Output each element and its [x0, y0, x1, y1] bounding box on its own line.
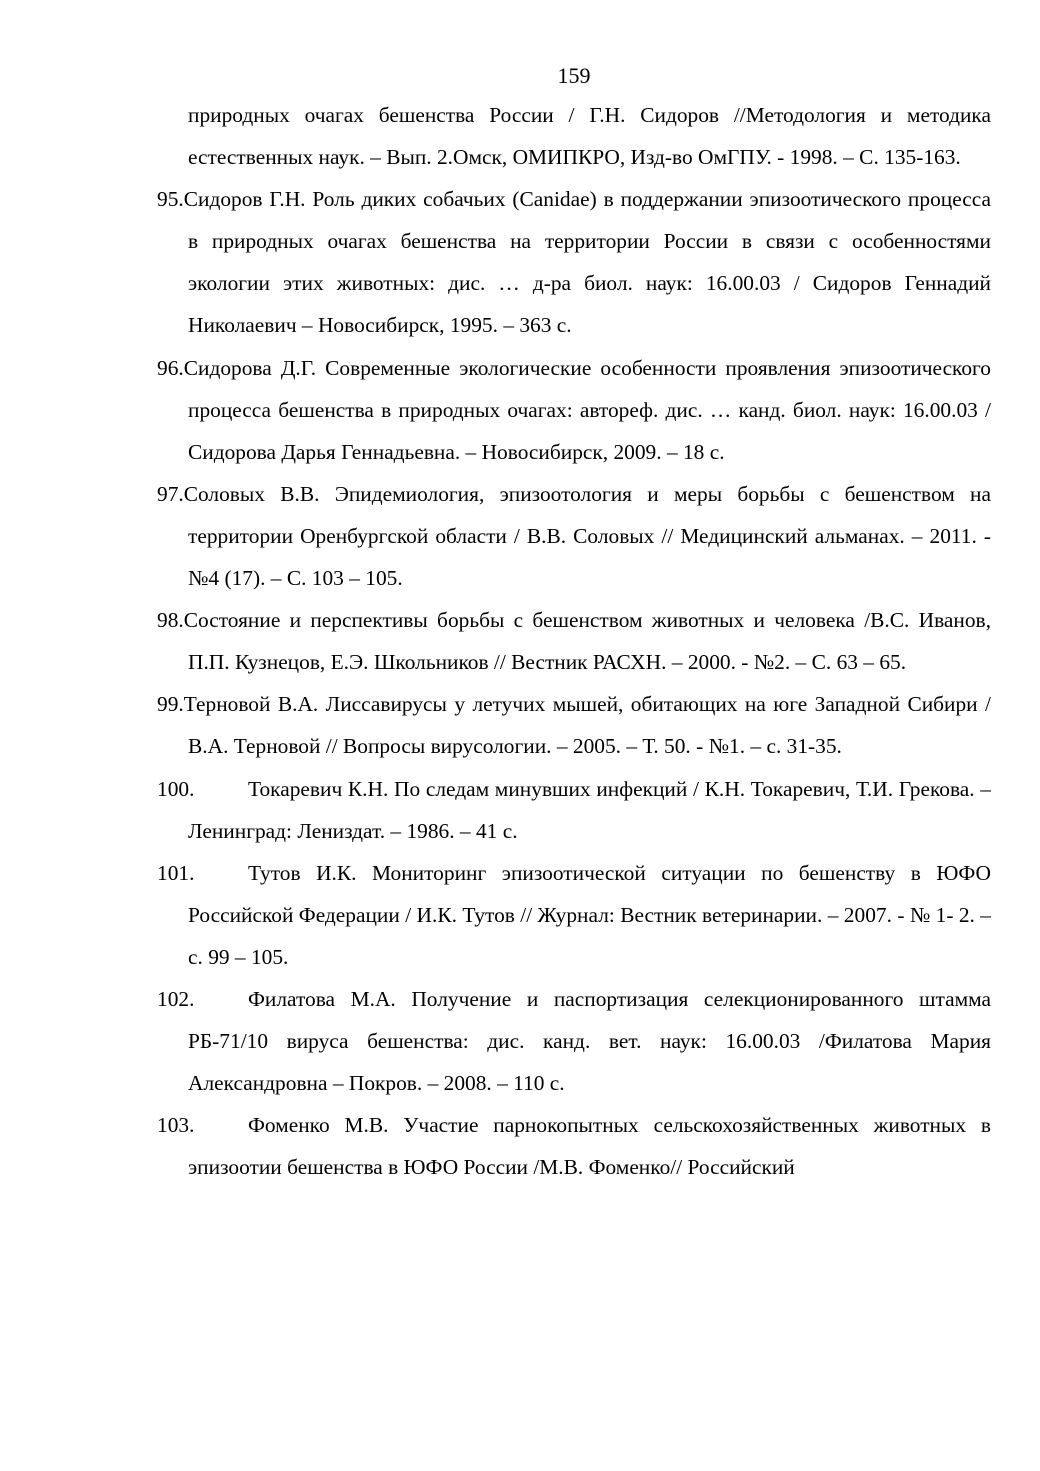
reference-text: Филатова М.А. Получение и паспортизация селекционированного штамма РБ-71/10 вируса бешенства: дис. канд. вет. наук: 16.00.03 /Филатова Мария Александровна – Покров. – 2008. – 110 с. — [188, 986, 991, 1096]
reference-number: 98. — [157, 608, 184, 633]
reference-entry-95 — [157, 178, 991, 346]
reference-entry-98 — [157, 599, 991, 683]
reference-text: Фоменко М.В. Участие парнокопытных сельскохозяйственных животных в эпизоотии бешенства в ЮФО России /М.В. Фоменко// Российский — [188, 1113, 991, 1180]
reference-entry-97 — [157, 473, 991, 599]
reference-number: 101. — [157, 860, 195, 885]
reference-entry-continued — [157, 94, 991, 178]
page-number: 159 — [557, 63, 591, 88]
reference-entry-99 — [157, 683, 991, 767]
reference-number: 95. — [157, 187, 184, 212]
reference-entry-102 — [157, 978, 991, 1104]
reference-text: Сидоров Г.Н. Роль диких собачьих (Canidae) в поддержании эпизоотического процесса в природных очагах бешенства на территории России в связи с особенностями экологии этих животных: дис. … д-ра биол. наук: 16.00.03 / Сидоров Геннадий Николаевич – Новосибирск, 1995. – 363 с. — [183, 187, 991, 338]
reference-number: 103. — [157, 1113, 195, 1138]
reference-number: 100. — [157, 776, 195, 801]
reference-number: 97. — [157, 481, 184, 506]
reference-text: Соловых В.В. Эпидемиология, эпизоотология и меры борьбы с бешенством на территории Оренбургской области / В.В. Соловых // Медицинский альманах. – 2011. - №4 (17). – С. 103 – 105. — [183, 481, 991, 591]
reference-text: Терновой В.А. Лиссавирусы у летучих мышей, обитающих на юге Западной Сибири / В.А. Терновой // Вопросы вирусологии. – 2005. – Т. 50. - №1. – с. 31-35. — [183, 692, 991, 759]
reference-number: 99. — [157, 692, 184, 717]
reference-text: Токаревич К.Н. По следам минувших инфекций / К.Н. Токаревич, Т.И. Грекова. – Ленинград: Лениздат. – 1986. – 41 с. — [188, 776, 991, 843]
reference-entry-100 — [157, 768, 991, 852]
reference-number: 102. — [157, 986, 195, 1011]
reference-text: природных очагах бешенства России / Г.Н. Сидоров //Методология и методика естественных наук. – Вып. 2.Омск, ОМИПКРО, Изд-во ОмГПУ. - 1998. – С. 135-163. — [188, 103, 991, 170]
reference-entry-103 — [157, 1104, 991, 1188]
reference-entry-101 — [157, 852, 991, 978]
reference-number: 96. — [157, 355, 184, 380]
reference-list — [157, 94, 991, 1188]
reference-text: Сидорова Д.Г. Современные экологические особенности проявления эпизоотического процесса бешенства в природных очагах: автореф. дис. … канд. биол. наук: 16.00.03 / Сидорова Дарья Геннадьевна. – Новосибирск, 2009. – 18 с. — [183, 355, 991, 464]
reference-text: Состояние и перспективы борьбы с бешенством животных и человека /В.С. Иванов, П.П. Кузнецов, Е.Э. Школьников // Вестник РАСХН. – 2000. - №2. – С. 63 – 65. — [183, 608, 991, 675]
reference-entry-96 — [157, 347, 991, 473]
reference-text: Тутов И.К. Мониторинг эпизоотической ситуации по бешенству в ЮФО Российской Федерации / И.К. Тутов // Журнал: Вестник ветеринарии. – 2007. - № 1- 2. – с. 99 – 105. — [188, 860, 991, 969]
